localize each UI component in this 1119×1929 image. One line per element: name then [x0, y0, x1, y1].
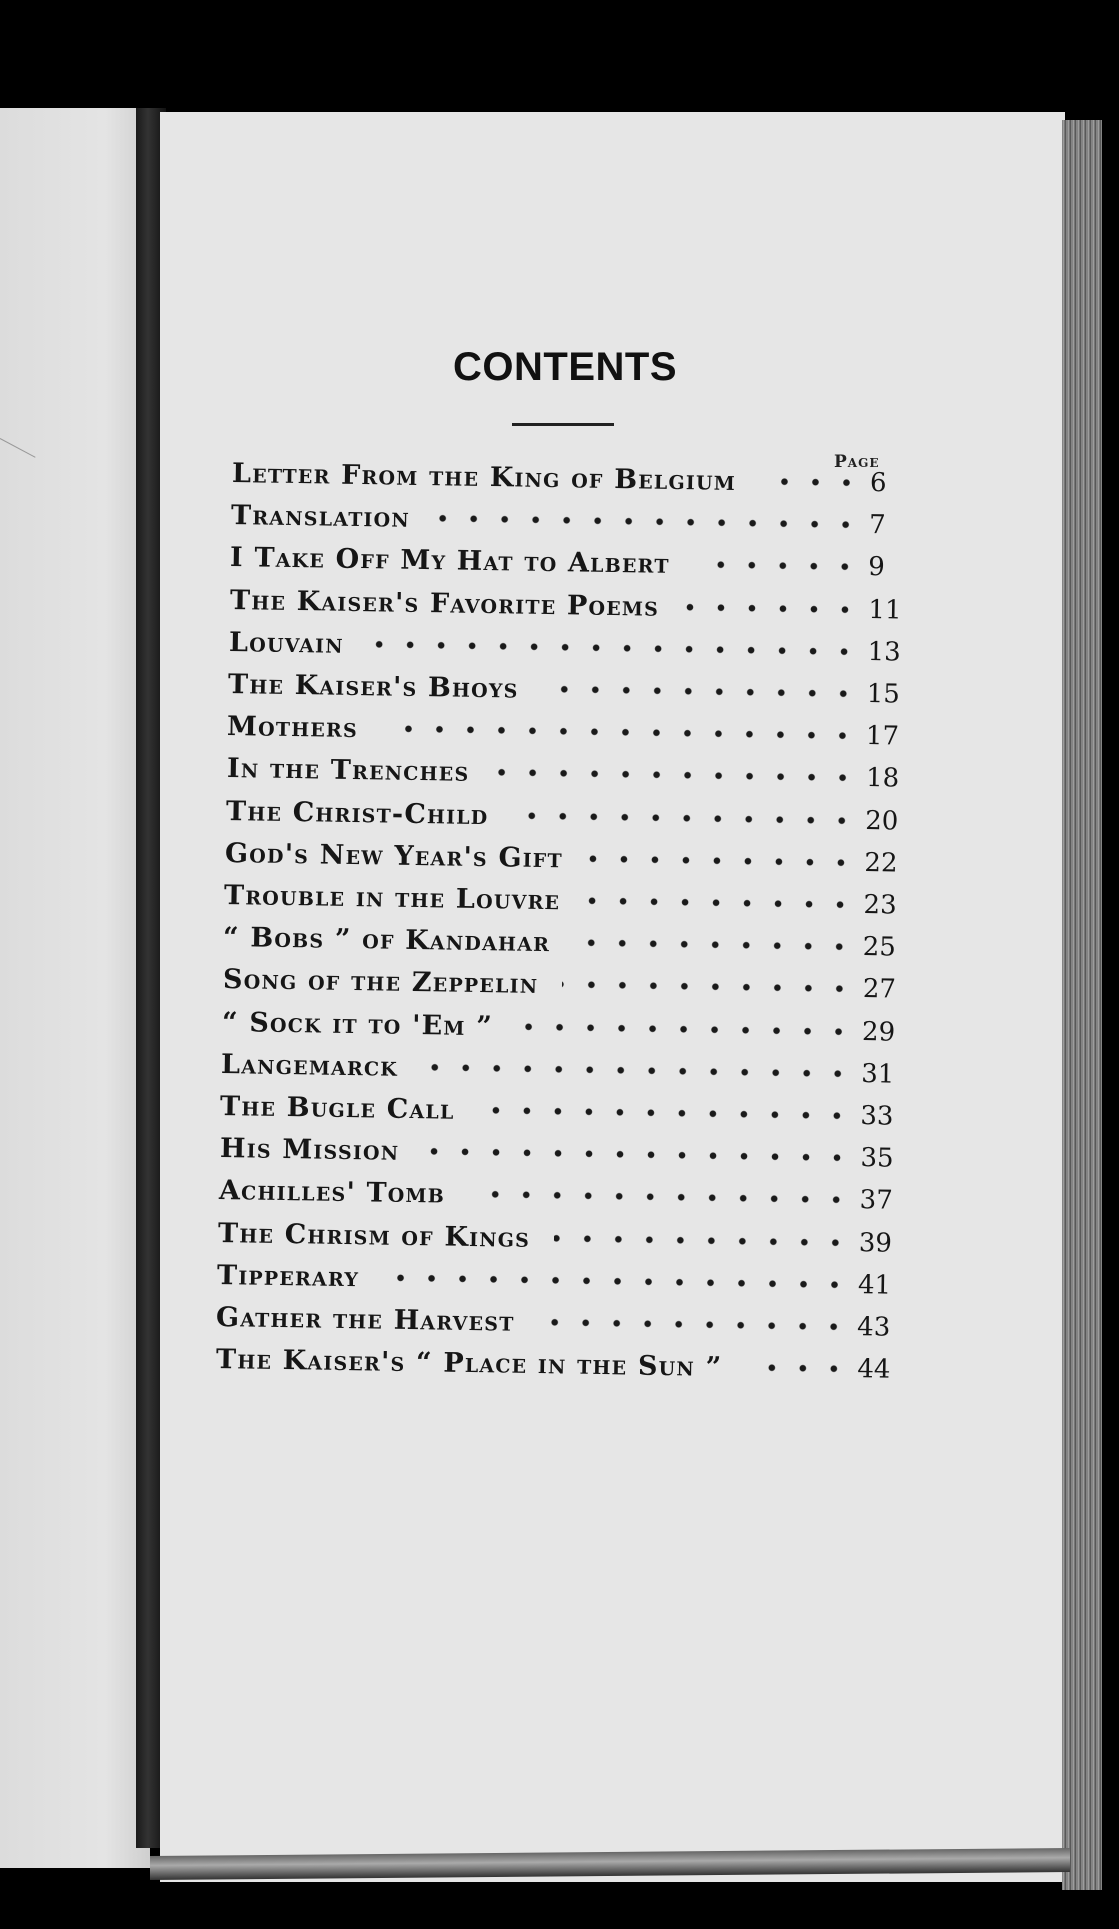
toc-entry-title: God's New Year's Gift — [224, 837, 564, 875]
toc-entry-title: Song of the Zeppelin — [222, 964, 539, 1001]
page-column-label: Page — [834, 452, 880, 472]
toc-entry-page-number: 13 — [867, 636, 901, 668]
toc-entry-title: “ Bobs ” of Kandahar — [223, 922, 551, 959]
toc-entry-title: Translation — [231, 500, 411, 534]
toc-entry-page-number: 41 — [857, 1269, 892, 1301]
page-edges — [1062, 120, 1102, 1890]
toc-entry-page-number: 39 — [858, 1227, 893, 1259]
toc-entry-title: Letter From the King of Belgium — [231, 458, 737, 497]
toc-entry-page-number: 20 — [864, 805, 899, 837]
toc-entry-title: I Take Off My Hat to Albert — [230, 542, 671, 581]
facing-page — [0, 108, 150, 1868]
toc-entry-page-number: 37 — [859, 1185, 893, 1216]
toc-entry-title: Langemarck — [220, 1048, 399, 1083]
toc-entry-title: The Chrism of Kings — [217, 1217, 531, 1254]
toc-entry-page-number: 17 — [865, 721, 900, 752]
toc-entry-page-number: 15 — [866, 679, 901, 710]
toc-entry-title: In the Trenches — [226, 753, 470, 789]
toc-entry-page-number: 27 — [862, 974, 896, 1005]
toc-entry-title: Gather the Harvest — [216, 1302, 516, 1338]
toc-entry-page-number: 23 — [863, 890, 898, 921]
toc-entry-title: The Kaiser's Favorite Poems — [229, 584, 659, 623]
toc-entry-page-number: 6 — [869, 468, 887, 499]
toc-entry-title: Mothers — [227, 711, 359, 745]
toc-entry-title: The Bugle Call — [220, 1091, 456, 1126]
toc-entry-title: Achilles' Tomb — [218, 1175, 446, 1210]
toc-entry-page-number: 31 — [861, 1058, 895, 1090]
toc-entry-page-number: 43 — [857, 1312, 891, 1343]
toc-entry-page-number: 9 — [868, 552, 886, 583]
toc-entry-page-number: 44 — [856, 1354, 891, 1385]
heading-rule — [512, 423, 614, 426]
toc-entry-title: Tipperary — [216, 1259, 360, 1294]
toc-entry-page-number: 25 — [862, 932, 897, 963]
toc-entry-title: “ Sock it to 'Em ” — [221, 1006, 494, 1042]
toc-entry-title: Louvain — [228, 626, 344, 660]
toc-entry-title: Trouble in the Louvre — [223, 880, 561, 917]
toc-entry-title: The Kaiser's “ Place in the Sun ” — [215, 1344, 723, 1384]
toc-entry-title: The Christ-Child — [225, 795, 489, 831]
contents-heading: CONTENTS — [453, 345, 677, 389]
toc-entry-page-number: 33 — [860, 1101, 894, 1132]
toc-entry-page-number: 29 — [861, 1016, 896, 1048]
toc-entry-page-number: 18 — [865, 763, 899, 794]
toc-entry-title: The Kaiser's Bhoys — [227, 669, 519, 705]
toc-entry-page-number: 22 — [864, 847, 898, 879]
toc-entry-title: His Mission — [219, 1133, 400, 1168]
toc-entry-page-number: 7 — [869, 510, 887, 541]
toc-entry-page-number: 35 — [859, 1143, 894, 1174]
toc-entry-page-number: 11 — [867, 594, 902, 626]
